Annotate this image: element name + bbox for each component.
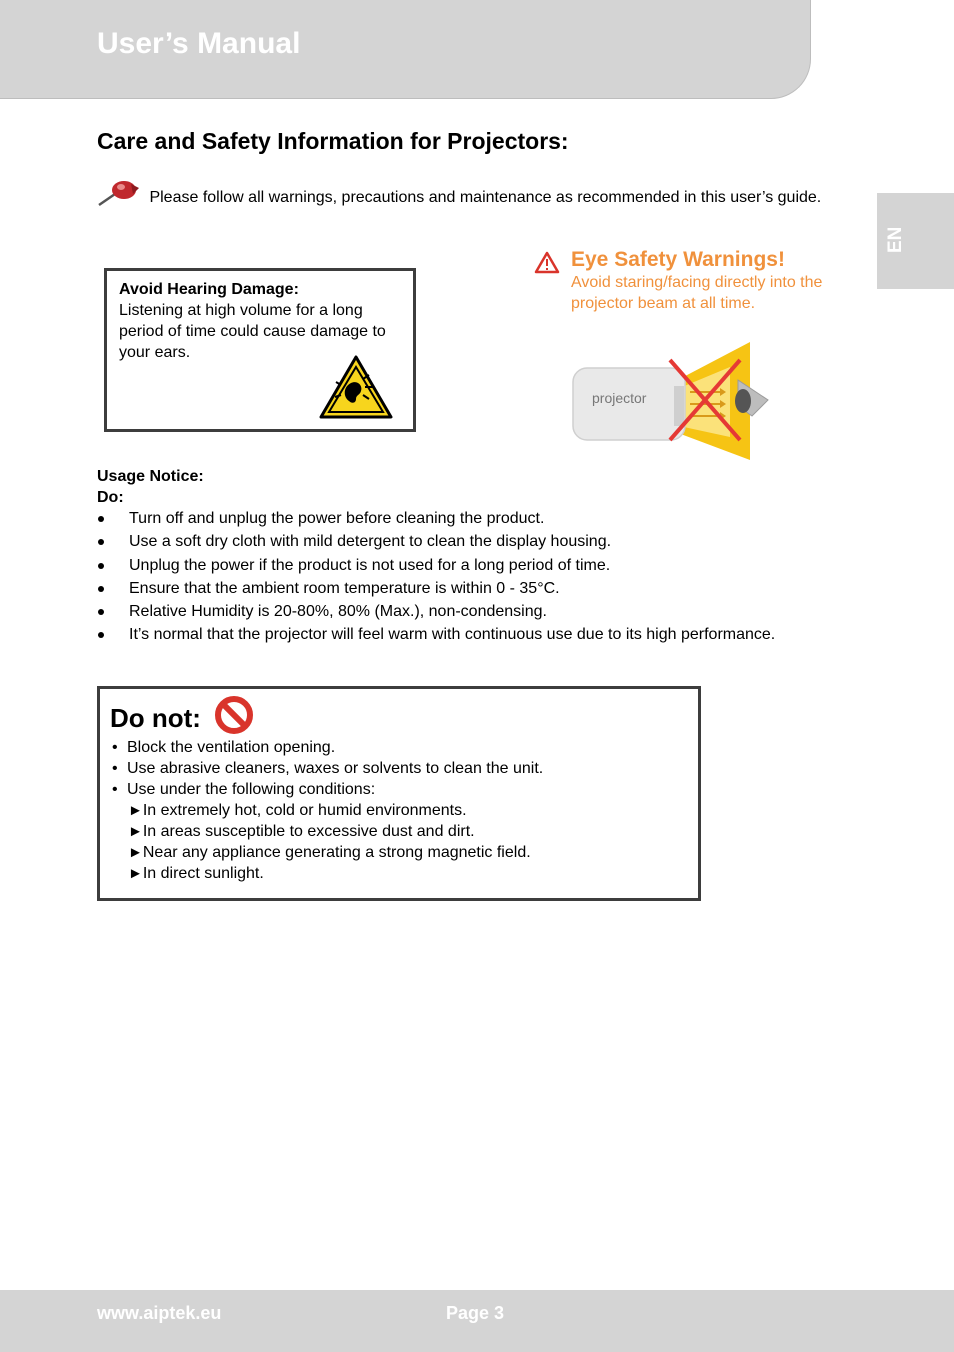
list-item: Use a soft dry cloth with mild detergent to clean the display housing. xyxy=(97,531,797,552)
warning-triangle-icon xyxy=(534,251,560,274)
list-item: Ensure that the ambient room temperature is within 0 - 35°C. xyxy=(97,578,797,599)
eye-safety-warning xyxy=(534,248,864,314)
usage-notice xyxy=(97,466,797,648)
footer-url[interactable]: www.aiptek.eu xyxy=(97,1303,222,1323)
projector-beam-illustration xyxy=(570,342,770,460)
pushpin-icon xyxy=(97,178,141,208)
condition-item: ►In areas susceptible to excessive dust and dirt. xyxy=(128,823,475,840)
page-number: Page 3 xyxy=(446,1303,505,1323)
list-item: • Use under the following conditions: xyxy=(112,781,376,798)
intro-paragraph xyxy=(97,178,867,208)
list-item: • Use abrasive cleaners, waxes or solvents to clean the unit. xyxy=(112,760,544,777)
do-heading: Do: xyxy=(97,489,124,506)
list-item: • Block the ventilation opening. xyxy=(112,739,336,756)
hearing-text: Listening at high volume for a long period of time could cause damage to your ears. xyxy=(119,302,386,361)
hearing-warning-box xyxy=(104,268,416,432)
hearing-title: Avoid Hearing Damage: xyxy=(119,281,299,298)
eye-safety-text: Avoid staring/facing directly into the projector beam at all time. xyxy=(571,274,823,312)
manual-title: User’s Manual xyxy=(97,27,301,60)
list-item: Relative Humidity is 20-80%, 80% (Max.), non-condensing. xyxy=(97,601,797,622)
footer xyxy=(0,1290,954,1352)
prohibited-icon xyxy=(214,695,254,735)
projector-label: projector xyxy=(592,390,647,406)
list-item: Unplug the power if the product is not used for a long period of time. xyxy=(97,555,797,576)
list-item: Turn off and unplug the power before cleaning the product. xyxy=(97,508,797,529)
language-tab xyxy=(877,193,954,289)
condition-item: ►In extremely hot, cold or humid environments. xyxy=(128,802,467,819)
do-not-box xyxy=(97,686,701,901)
usage-heading: Usage Notice: xyxy=(97,468,204,485)
do-list xyxy=(97,508,797,645)
list-item: It’s normal that the projector will feel warm with continuous use due to its high performance. xyxy=(97,624,797,645)
section-title: Care and Safety Information for Projectors: xyxy=(97,128,569,154)
language-label: EN xyxy=(885,226,906,253)
do-not-heading-row xyxy=(110,695,688,737)
condition-item: ►In direct sunlight. xyxy=(128,865,264,882)
condition-item: ►Near any appliance generating a strong magnetic field. xyxy=(128,844,531,861)
eye-safety-title: Eye Safety Warnings! xyxy=(571,248,785,271)
header-band xyxy=(0,0,811,99)
do-not-heading: Do not: xyxy=(110,703,201,733)
hearing-warning-icon xyxy=(319,355,393,419)
intro-text: Please follow all warnings, precautions and maintenance as recommended in this user’s guide. xyxy=(149,189,822,206)
